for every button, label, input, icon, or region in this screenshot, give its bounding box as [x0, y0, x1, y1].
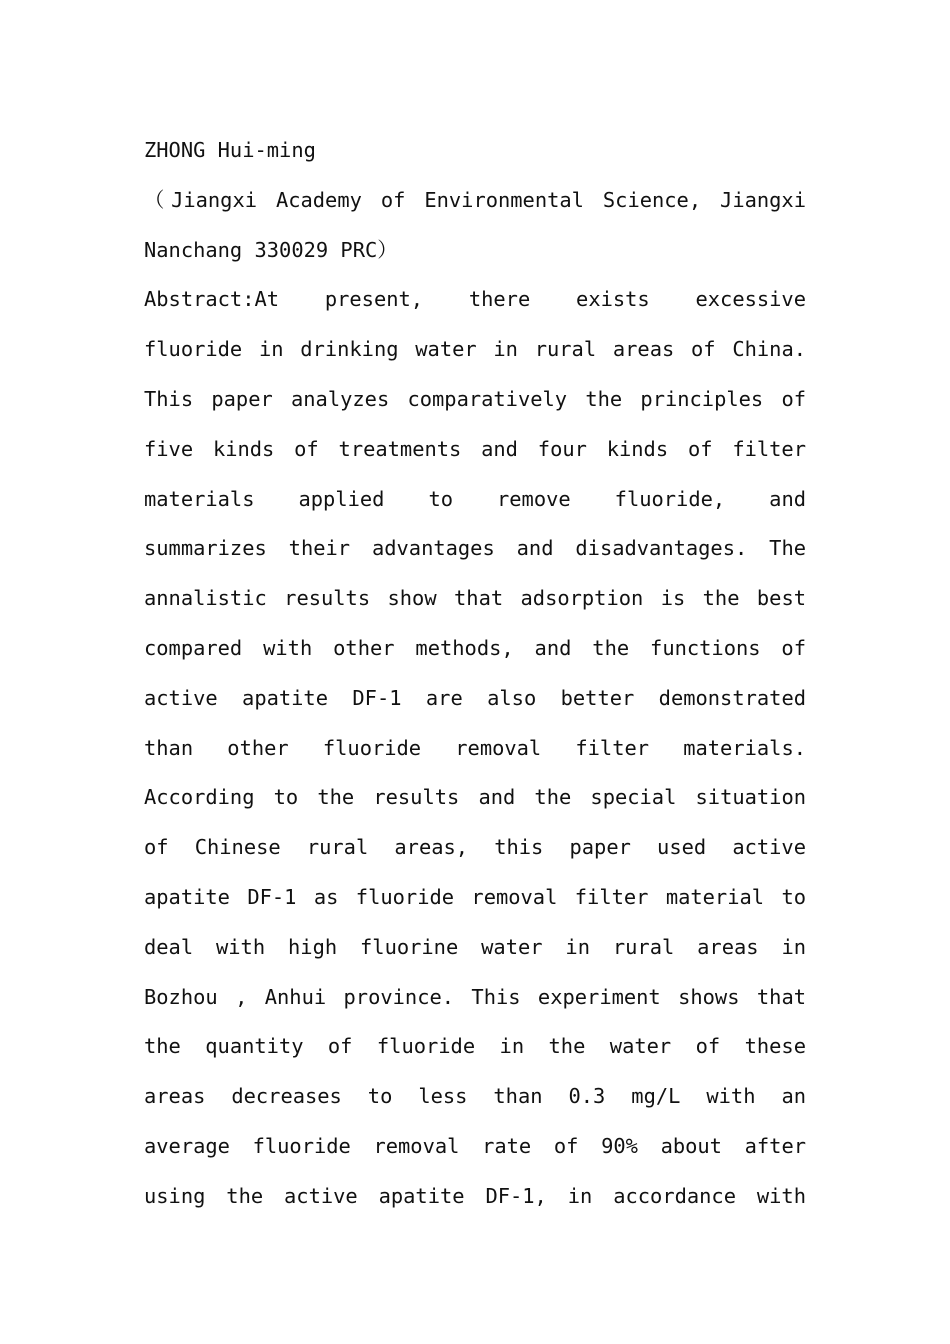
- abstract-line: five kinds of treatments and four kinds of filter: [144, 436, 806, 461]
- abstract-line: Abstract:At present, there exists excessive: [144, 287, 806, 312]
- document-page: [144, 126, 806, 1222]
- abstract-line: of Chinese rural areas, this paper used active: [144, 835, 806, 860]
- abstract-line: average fluoride removal rate of 90% about after: [144, 1133, 806, 1158]
- abstract-line: materials applied to remove fluoride, and: [144, 486, 806, 511]
- abstract-line: active apatite DF-1 are also better demonstrated: [144, 685, 806, 710]
- abstract-line: using the active apatite DF-1, in accordance with: [144, 1183, 806, 1208]
- abstract-line: areas decreases to less than 0.3 mg/L with an: [144, 1084, 806, 1109]
- affiliation-line-2: Nanchang 330029 PRC）: [144, 237, 398, 262]
- affiliation-line-1: （Jiangxi Academy of Environmental Science, Jiangxi: [144, 187, 806, 212]
- abstract-line: Bozhou , Anhui province. This experiment shows that: [144, 984, 806, 1009]
- abstract-line: compared with other methods, and the functions of: [144, 635, 806, 660]
- abstract-line: the quantity of fluoride in the water of these: [144, 1034, 806, 1059]
- abstract-line: annalistic results show that adsorption is the best: [144, 586, 806, 611]
- abstract-line: summarizes their advantages and disadvantages. The: [144, 536, 806, 561]
- abstract-line: deal with high fluorine water in rural areas in: [144, 934, 806, 959]
- abstract-line: This paper analyzes comparatively the principles of: [144, 386, 806, 411]
- author-name: ZHONG Hui-ming: [144, 138, 316, 162]
- abstract: [144, 275, 806, 1221]
- abstract-line: fluoride in drinking water in rural areas of China.: [144, 337, 806, 362]
- abstract-line: apatite DF-1 as fluoride removal filter material to: [144, 884, 806, 909]
- abstract-line: According to the results and the special situation: [144, 785, 806, 810]
- abstract-line: than other fluoride removal filter materials.: [144, 735, 806, 760]
